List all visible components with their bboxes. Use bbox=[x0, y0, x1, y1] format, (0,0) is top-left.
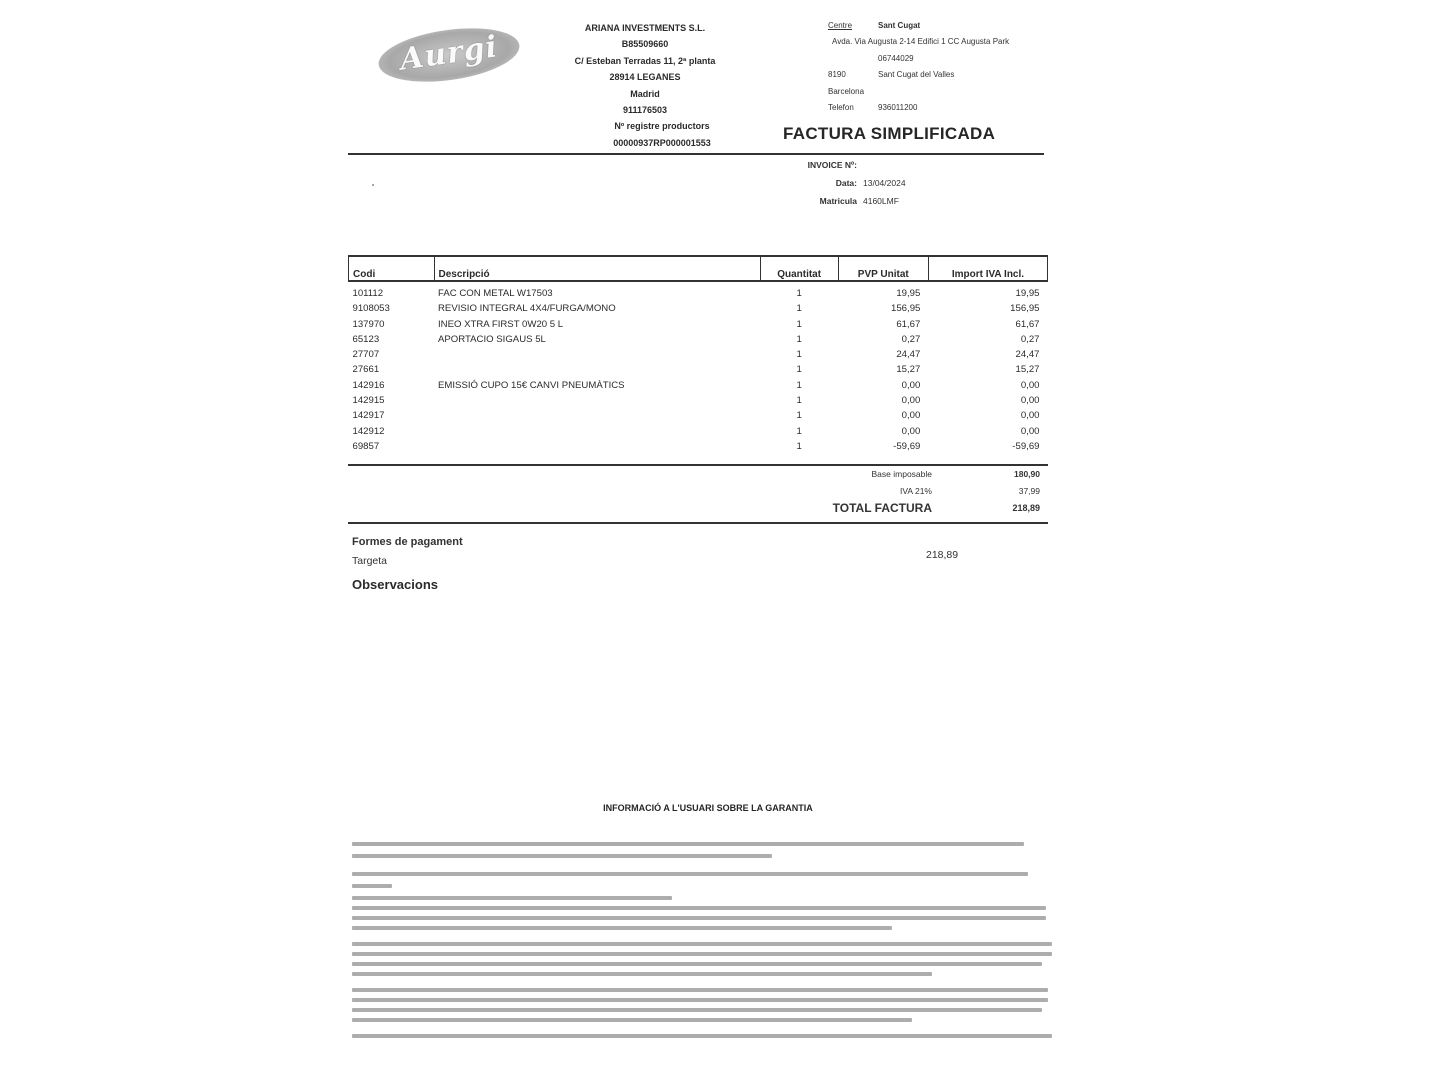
header-code: Codi bbox=[349, 256, 435, 281]
branch-label: Barcelona bbox=[828, 86, 865, 96]
item-description bbox=[434, 424, 760, 439]
meta-label: INVOICE Nº: bbox=[807, 160, 857, 170]
item-description: INEO XTRA FIRST 0W20 5 L bbox=[438, 318, 564, 330]
guarantee-title: INFORMACIÓ A L'USUARI SOBRE LA GARANTIA bbox=[603, 803, 813, 813]
branch-value: Avda. Via Augusta 2-14 Edifici 1 CC Augusta Park bbox=[832, 37, 1010, 47]
fine-print-line bbox=[352, 998, 1048, 1002]
fine-print-line bbox=[352, 854, 772, 858]
item-unit-price: 0,27 bbox=[901, 333, 921, 345]
company-address: C/ Esteban Terradas 11, 2ª planta bbox=[574, 55, 716, 66]
table-row bbox=[349, 362, 1048, 377]
item-quantity: 1 bbox=[796, 410, 802, 422]
item-quantity: 1 bbox=[796, 349, 802, 361]
table-row bbox=[349, 301, 1048, 316]
item-quantity: 1 bbox=[796, 440, 802, 452]
totals-vat-row bbox=[800, 483, 1048, 500]
item-code: 142916 bbox=[352, 379, 385, 391]
branch-value: 936011200 bbox=[878, 102, 918, 112]
table-row bbox=[349, 281, 1048, 301]
meta-row-invoice bbox=[795, 156, 906, 174]
table-row bbox=[349, 408, 1048, 423]
scan-speck bbox=[372, 184, 374, 186]
fine-print-line bbox=[352, 942, 1052, 946]
item-unit-price: 0,00 bbox=[901, 425, 921, 437]
logo-text: Aurgi bbox=[397, 29, 501, 78]
fine-print-line bbox=[352, 962, 1042, 966]
table-row bbox=[349, 317, 1048, 332]
company-phone: 911176503 bbox=[622, 105, 668, 116]
aurgi-logo bbox=[378, 26, 520, 84]
fine-print-line bbox=[352, 1008, 1042, 1012]
item-quantity: 1 bbox=[796, 303, 802, 315]
total-label: TOTAL FACTURA bbox=[832, 501, 932, 515]
item-quantity: 1 bbox=[796, 425, 802, 437]
item-unit-price: 0,00 bbox=[901, 379, 921, 391]
item-unit-price: 61,67 bbox=[896, 318, 921, 330]
item-description bbox=[434, 347, 760, 362]
observations-label: Observacions bbox=[352, 577, 438, 592]
item-code: 9108053 bbox=[352, 303, 390, 315]
branch-row bbox=[828, 84, 1009, 100]
document-title: FACTURA SIMPLIFICADA bbox=[783, 124, 996, 143]
item-quantity: 1 bbox=[796, 395, 802, 407]
payment-method: Targeta bbox=[352, 555, 388, 567]
branch-row bbox=[828, 67, 1009, 83]
meta-label: Data: bbox=[835, 178, 857, 188]
meta-row-date bbox=[795, 174, 906, 192]
header-description: Descripció bbox=[434, 256, 760, 281]
fine-print-line bbox=[352, 916, 1046, 920]
item-amount: 0,00 bbox=[1020, 379, 1040, 391]
company-registry-label: Nº registre productors bbox=[614, 121, 710, 132]
meta-row-plate bbox=[795, 192, 906, 210]
item-amount: 19,95 bbox=[1015, 288, 1040, 299]
item-unit-price: 19,95 bbox=[896, 288, 921, 299]
item-unit-price: 24,47 bbox=[896, 349, 921, 361]
table-row bbox=[349, 378, 1048, 393]
base-label: Base imposable bbox=[871, 469, 932, 479]
item-amount: -59,69 bbox=[1012, 440, 1040, 452]
branch-value: Sant Cugat bbox=[878, 21, 921, 30]
item-amount: 0,00 bbox=[1020, 425, 1040, 437]
fine-print-line bbox=[352, 896, 672, 900]
item-amount: 0,00 bbox=[1020, 410, 1040, 422]
item-description: FAC CON METAL W17503 bbox=[438, 288, 553, 299]
invoice-meta bbox=[795, 156, 906, 210]
table-row bbox=[349, 424, 1048, 439]
payment-title: Formes de pagament bbox=[352, 536, 463, 548]
item-quantity: 1 bbox=[796, 333, 802, 345]
item-unit-price: 0,00 bbox=[901, 410, 921, 422]
table-row bbox=[349, 393, 1048, 408]
item-amount: 0,27 bbox=[1020, 333, 1040, 345]
item-description: APORTACIO SIGAUS 5L bbox=[438, 333, 546, 345]
items-table bbox=[348, 255, 1048, 454]
fine-print-line bbox=[352, 1034, 1052, 1038]
item-code: 27707 bbox=[352, 349, 380, 361]
branch-value: Sant Cugat del Valles bbox=[878, 70, 955, 80]
company-province: Madrid bbox=[630, 88, 660, 99]
meta-value: 13/04/2024 bbox=[863, 178, 906, 188]
item-unit-price: 0,00 bbox=[901, 395, 921, 407]
fine-print-line bbox=[352, 952, 1052, 956]
item-unit-price: 156,95 bbox=[891, 303, 921, 315]
header-divider bbox=[348, 153, 1044, 155]
totals-block bbox=[800, 466, 1048, 517]
item-description bbox=[434, 393, 760, 408]
table-row bbox=[349, 439, 1048, 454]
vat-value: 37,99 bbox=[1018, 486, 1040, 496]
item-code: 142915 bbox=[352, 395, 385, 407]
fine-print-line bbox=[352, 884, 392, 888]
fine-print-line bbox=[352, 972, 932, 976]
item-amount: 0,00 bbox=[1020, 395, 1040, 407]
item-unit-price: 15,27 bbox=[896, 364, 921, 376]
totals-base-row bbox=[800, 466, 1048, 483]
item-code: 27661 bbox=[352, 364, 380, 376]
meta-value: 4160LMF bbox=[863, 196, 899, 206]
payment-amount: 218,89 bbox=[926, 549, 959, 561]
item-code: 69857 bbox=[352, 440, 380, 452]
item-quantity: 1 bbox=[796, 318, 802, 330]
item-unit-price: -59,69 bbox=[893, 440, 921, 452]
item-amount: 15,27 bbox=[1015, 364, 1040, 376]
vat-label: IVA 21% bbox=[900, 486, 932, 496]
base-value: 180,90 bbox=[1014, 469, 1040, 479]
branch-label: Centre bbox=[828, 21, 853, 30]
item-quantity: 1 bbox=[796, 288, 802, 299]
item-amount: 156,95 bbox=[1010, 303, 1040, 315]
branch-row bbox=[828, 100, 1009, 116]
company-info bbox=[560, 20, 730, 151]
branch-label bbox=[828, 51, 878, 67]
header-quantity: Quantitat bbox=[760, 256, 838, 281]
item-description bbox=[434, 362, 760, 377]
item-code: 142917 bbox=[352, 410, 385, 422]
company-registry-number: 00000937RP000001553 bbox=[613, 137, 711, 148]
item-code: 142912 bbox=[352, 425, 385, 437]
table-row bbox=[349, 347, 1048, 362]
fine-print-line bbox=[352, 926, 892, 930]
item-description: EMISSIÓ CUPO 15€ CANVI PNEUMÀTICS bbox=[438, 379, 625, 391]
branch-label: 8190 bbox=[828, 70, 846, 80]
item-description bbox=[434, 408, 760, 423]
branch-info bbox=[828, 18, 1009, 116]
item-quantity: 1 bbox=[796, 364, 802, 376]
company-name: ARIANA INVESTMENTS S.L. bbox=[584, 23, 706, 33]
totals-grand-row bbox=[800, 500, 1048, 517]
item-description bbox=[434, 439, 760, 454]
company-city: 28914 LEGANES bbox=[609, 72, 681, 83]
branch-row bbox=[828, 34, 1009, 50]
header-amount: Import IVA Incl. bbox=[928, 256, 1047, 281]
header-unit-price: PVP Unitat bbox=[838, 256, 928, 281]
item-code: 137970 bbox=[352, 318, 385, 330]
fine-print-line bbox=[352, 842, 1024, 846]
totals-divider bbox=[348, 522, 1048, 524]
item-description: REVISIO INTEGRAL 4X4/FURGA/MONO bbox=[438, 303, 616, 315]
item-code: 65123 bbox=[352, 333, 380, 345]
branch-label: Telefon bbox=[828, 102, 854, 112]
fine-print-line bbox=[352, 906, 1046, 910]
company-nif: B85509660 bbox=[621, 39, 669, 50]
meta-label: Matricula bbox=[819, 196, 857, 206]
item-amount: 61,67 bbox=[1015, 318, 1040, 330]
total-value: 218,89 bbox=[1012, 503, 1040, 513]
branch-value: 06744029 bbox=[878, 53, 914, 63]
fine-print-line bbox=[352, 1018, 912, 1022]
branch-row bbox=[828, 51, 1009, 67]
branch-row bbox=[828, 18, 1009, 34]
items-header-row bbox=[349, 256, 1048, 281]
fine-print-line bbox=[352, 872, 1028, 876]
item-quantity: 1 bbox=[796, 379, 802, 391]
fine-print-line bbox=[352, 988, 1048, 992]
table-row bbox=[349, 332, 1048, 347]
item-code: 101112 bbox=[352, 288, 384, 299]
item-amount: 24,47 bbox=[1015, 349, 1040, 361]
